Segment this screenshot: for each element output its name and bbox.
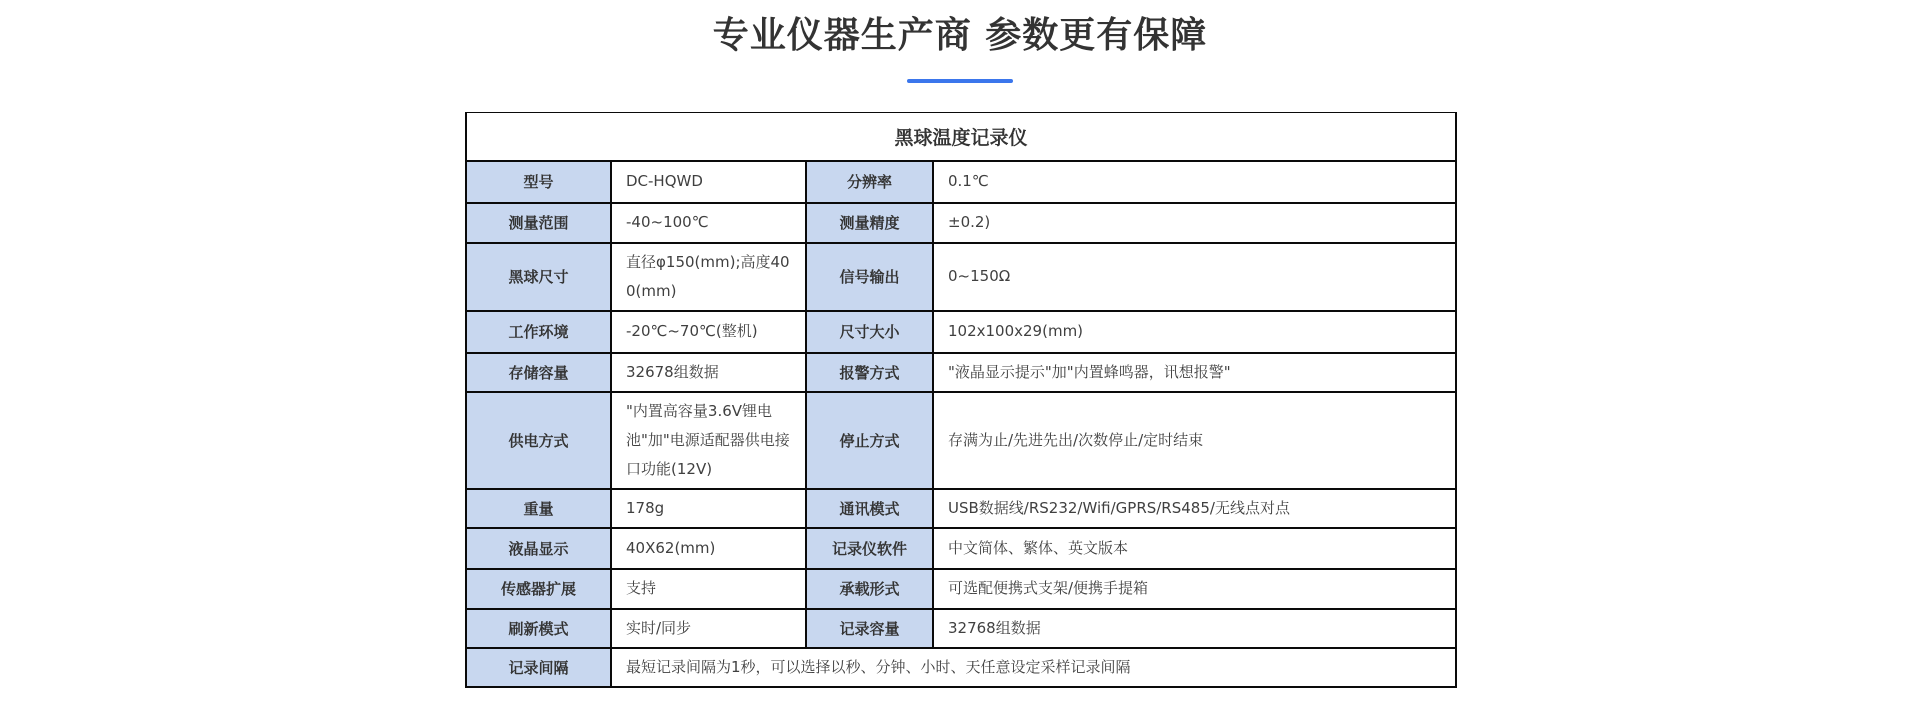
spec-label-cell: 分辨率 — [806, 161, 933, 203]
spec-value-cell: 40X62(mm) — [611, 528, 806, 569]
spec-label-cell: 记录仪软件 — [806, 528, 933, 569]
spec-label-cell: 停止方式 — [806, 392, 933, 489]
spec-label-cell: 工作环境 — [466, 311, 611, 353]
spec-label-cell: 重量 — [466, 489, 611, 528]
spec-row — [466, 528, 1456, 569]
spec-value-cell: 102x100x29(mm) — [933, 311, 1456, 353]
title-underline — [907, 79, 1013, 83]
spec-row — [466, 648, 1456, 687]
spec-row — [466, 609, 1456, 648]
spec-label-cell: 液晶显示 — [466, 528, 611, 569]
spec-value-cell: 32678组数据 — [611, 353, 806, 392]
spec-value-cell: 可选配便携式支架/便携手提箱 — [933, 569, 1456, 609]
spec-label-cell: 报警方式 — [806, 353, 933, 392]
spec-value-cell: 支持 — [611, 569, 806, 609]
spec-label-cell: 记录间隔 — [466, 648, 611, 687]
spec-value-cell: 存满为止/先进先出/次数停止/定时结束 — [933, 392, 1456, 489]
spec-label-cell: 存储容量 — [466, 353, 611, 392]
spec-label-cell: 供电方式 — [466, 392, 611, 489]
spec-label-cell: 测量精度 — [806, 203, 933, 243]
spec-value-cell: 0~150Ω — [933, 243, 1456, 311]
spec-label-cell: 信号输出 — [806, 243, 933, 311]
spec-row — [466, 203, 1456, 243]
spec-label-cell: 型号 — [466, 161, 611, 203]
spec-value-cell: DC-HQWD — [611, 161, 806, 203]
spec-value-cell: 178g — [611, 489, 806, 528]
spec-table-body — [466, 161, 1456, 687]
spec-value-cell: "内置高容量3.6V锂电池"加"电源适配器供电接口功能(12V) — [611, 392, 806, 489]
spec-label-cell: 刷新模式 — [466, 609, 611, 648]
spec-label-cell: 传感器扩展 — [466, 569, 611, 609]
spec-value-cell: 实时/同步 — [611, 609, 806, 648]
spec-label-cell: 测量范围 — [466, 203, 611, 243]
spec-label-cell: 承载形式 — [806, 569, 933, 609]
spec-value-cell: 中文简体、繁体、英文版本 — [933, 528, 1456, 569]
spec-row — [466, 569, 1456, 609]
table-title: 黑球温度记录仪 — [466, 113, 1456, 161]
spec-value-cell: 直径φ150(mm);高度400(mm) — [611, 243, 806, 311]
spec-row — [466, 392, 1456, 489]
page-title: 专业仪器生产商 参数更有保障 — [712, 15, 1208, 56]
spec-label-cell: 记录容量 — [806, 609, 933, 648]
spec-row — [466, 311, 1456, 353]
spec-value-cell: ±0.2) — [933, 203, 1456, 243]
spec-row — [466, 353, 1456, 392]
spec-value-cell: "液晶显示提示"加"内置蜂鸣器，讯想报警" — [933, 353, 1456, 392]
table-title-row — [466, 113, 1456, 161]
spec-row — [466, 161, 1456, 203]
spec-label-cell: 通讯模式 — [806, 489, 933, 528]
spec-table-wrap — [465, 112, 1455, 688]
spec-value-cell: -40~100℃ — [611, 203, 806, 243]
spec-value-cell: USB数据线/RS232/Wifi/GPRS/RS485/无线点对点 — [933, 489, 1456, 528]
spec-label-cell: 尺寸大小 — [806, 311, 933, 353]
spec-value-cell: 0.1℃ — [933, 161, 1456, 203]
spec-value-cell: -20℃~70℃(整机) — [611, 311, 806, 353]
spec-row — [466, 243, 1456, 311]
spec-row — [466, 489, 1456, 528]
spec-label-cell: 黑球尺寸 — [466, 243, 611, 311]
spec-value-cell: 32768组数据 — [933, 609, 1456, 648]
spec-table — [465, 112, 1457, 688]
spec-value-cell: 最短记录间隔为1秒，可以选择以秒、分钟、小时、天任意设定采样记录间隔 — [611, 648, 1456, 687]
